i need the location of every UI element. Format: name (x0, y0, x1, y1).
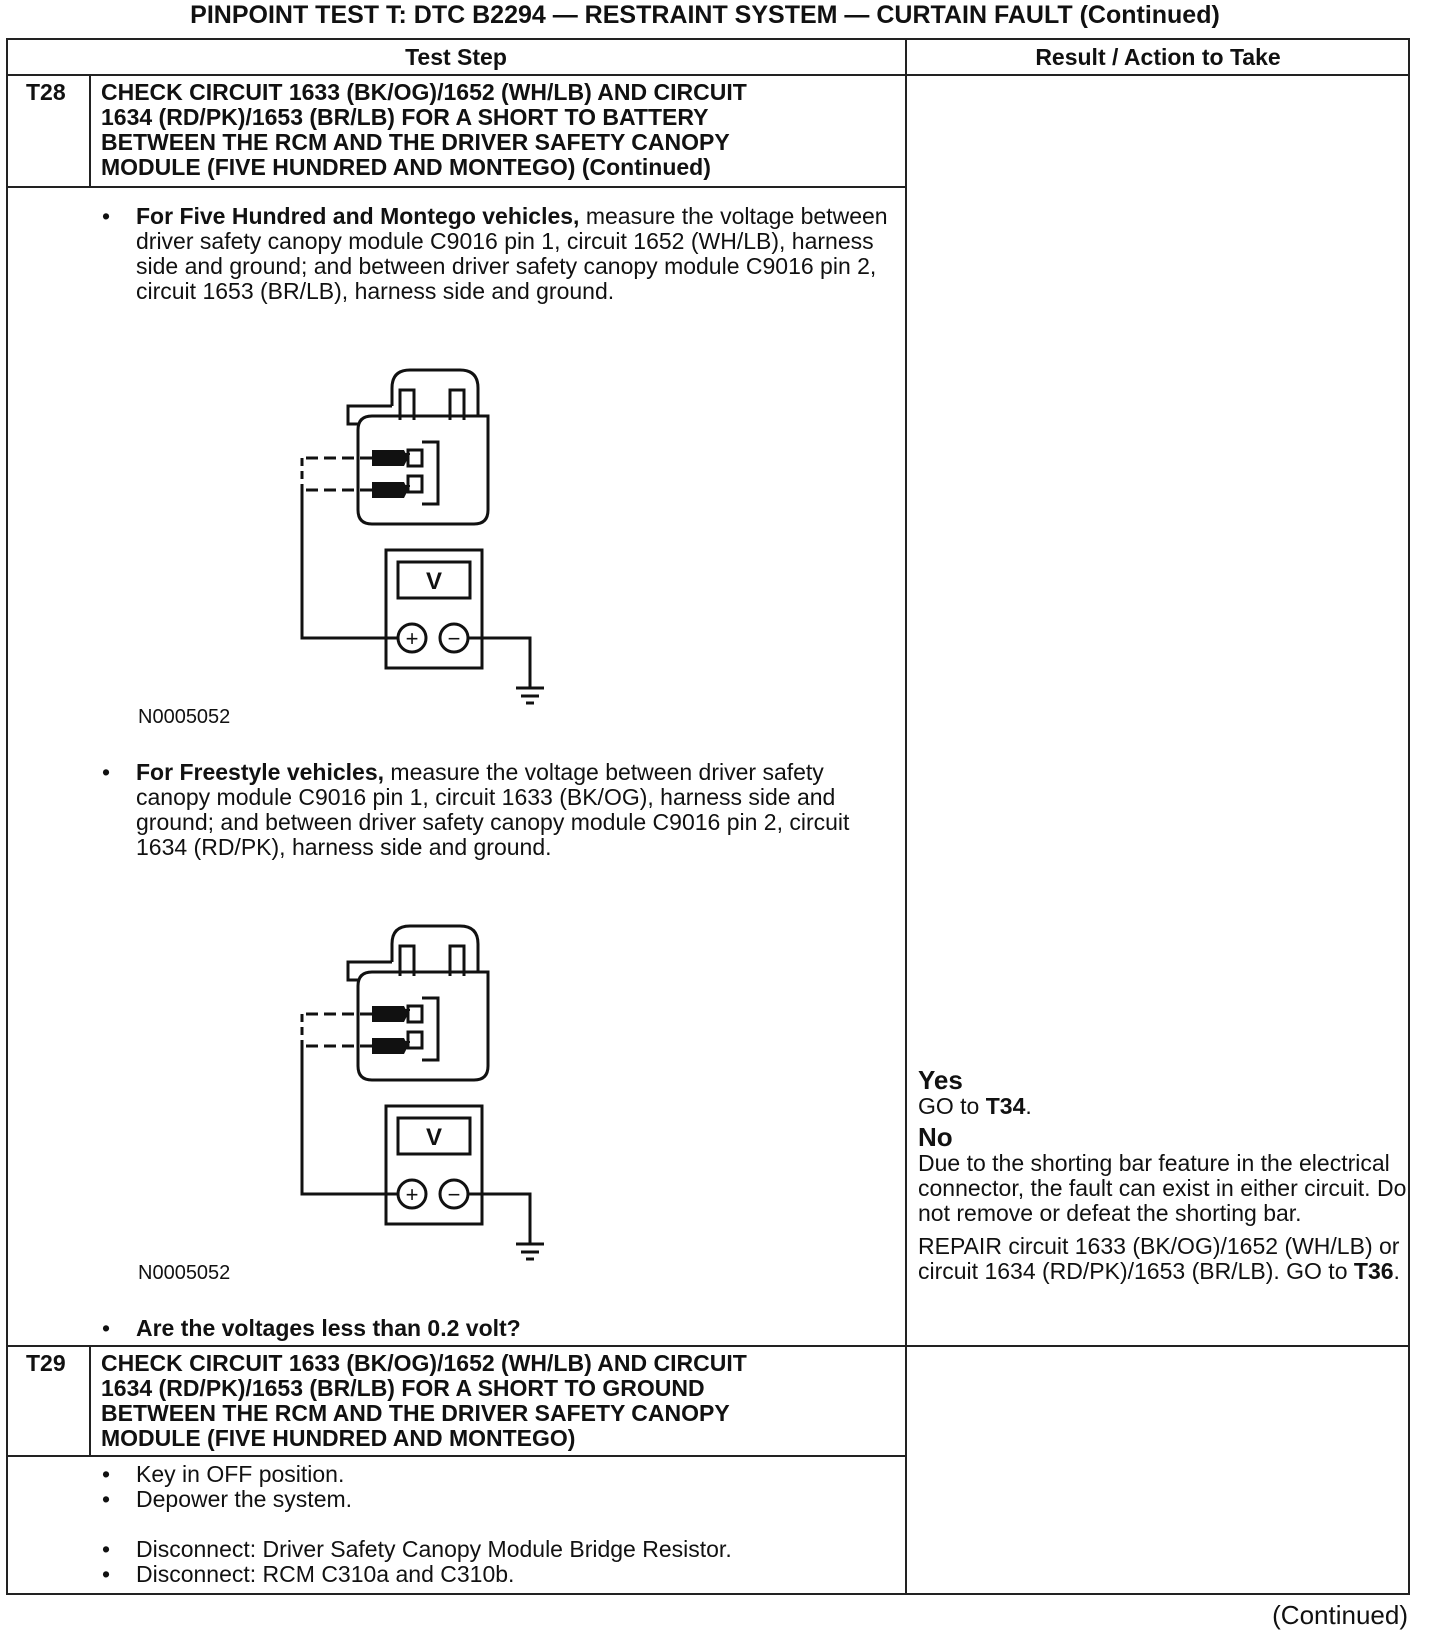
bullet-text (136, 204, 888, 304)
page-title: PINPOINT TEST T: DTC B2294 — RESTRAINT SYSTEM — CURTAIN FAULT (Continued) (190, 1, 1220, 29)
voltmeter-connector-diagram (300, 922, 560, 1262)
repair-action (918, 1234, 1408, 1284)
question-text: Are the voltages less than 0.2 volt? (136, 1315, 521, 1341)
bullet-text (136, 760, 888, 860)
step-id-t29: T29 (26, 1350, 66, 1376)
yes-action-text: GO to (918, 1093, 986, 1119)
voltmeter-connector-diagram (300, 366, 560, 706)
bullet-mark: • (102, 1561, 111, 1587)
t29-title-rule (6, 1455, 906, 1457)
bullet-mark: • (102, 1536, 111, 1562)
t28-id-divider (89, 74, 91, 188)
positive-terminal: + (405, 626, 419, 651)
step-text: Key in OFF position. (136, 1461, 345, 1487)
voltmeter-label: V (425, 568, 443, 595)
t28-result (918, 1066, 1408, 1284)
step-title-t29: CHECK CIRCUIT 1633 (BK/OG)/1652 (WH/LB) AND CIRCUIT 1634 (RD/PK)/1653 (BR/LB) FOR A SHORT TO GROUND BETWEEN THE RCM AND THE DRIVER SAFETY CANOPY MODULE (FIVE HUNDRED AND MONTEGO) (101, 1350, 747, 1451)
bullet-mark: • (102, 1315, 111, 1341)
bullet-mark: • (102, 203, 111, 229)
step-title-t28: CHECK CIRCUIT 1633 (BK/OG)/1652 (WH/LB) AND CIRCUIT 1634 (RD/PK)/1653 (BR/LB) FOR A SHORT TO BATTERY BETWEEN THE RCM AND THE DRIVER SAFETY CANOPY MODULE (FIVE HUNDRED AND MONTEGO) (Continued) (101, 79, 747, 180)
positive-terminal: + (405, 1182, 419, 1207)
t28-question (98, 1316, 888, 1341)
no-explanation: Due to the shorting bar feature in the electrical connector, the fault can exist in either circuit. Do not remove or defeat the shorting bar. (918, 1150, 1407, 1226)
t29-id-divider (89, 1345, 91, 1457)
bullet-body: measure the voltage between driver safety canopy module C9016 pin 1, circuit 1652 (WH/LB), harness side and ground; and between driver safety canopy module C9016 pin 2, circuit 1653 (BR/LB), harness side and ground. (136, 203, 888, 304)
bullet-lead: For Freestyle vehicles, (136, 759, 385, 785)
test-step-header: Test Step (405, 44, 507, 70)
result-header: Result / Action to Take (1035, 44, 1281, 70)
t28-end-rule (6, 1345, 1410, 1347)
list-item (98, 1487, 888, 1512)
t28-title-rule (6, 186, 906, 188)
step-text: Disconnect: Driver Safety Canopy Module Bridge Resistor. (136, 1536, 732, 1562)
figure-id-1: N0005052 (138, 706, 231, 728)
yes-label: Yes (918, 1065, 963, 1095)
no-label: No (918, 1122, 953, 1152)
step-text: Disconnect: RCM C310a and C310b. (136, 1561, 515, 1587)
yes-action (918, 1094, 1408, 1119)
bullet-mark: • (102, 759, 111, 785)
step-id-t28: T28 (26, 79, 66, 105)
t28-bullet-1 (98, 204, 888, 304)
bullet-mark: • (102, 1486, 111, 1512)
repair-target: T36 (1353, 1258, 1394, 1284)
list-item (98, 1316, 888, 1341)
column-divider (905, 38, 907, 1595)
yes-target: T34 (985, 1093, 1026, 1119)
bullet-lead: For Five Hundred and Montego vehicles, (136, 203, 580, 229)
continued-note: (Continued) (1272, 1600, 1408, 1630)
list-item (98, 1537, 888, 1562)
bullet-mark: • (102, 1461, 111, 1487)
list-item (98, 760, 888, 860)
list-item (98, 1462, 888, 1487)
repair-end: . (1393, 1258, 1400, 1284)
step-text: Depower the system. (136, 1486, 353, 1512)
bullet-body: measure the voltage between driver safety canopy module C9016 pin 1, circuit 1633 (BK/OG), harness side and ground; and between driver safety canopy module C9016 pin 2, circuit 1634 (RD/PK), harness side and ground. (136, 759, 850, 860)
negative-terminal: − (447, 1182, 461, 1207)
yes-action-end: . (1025, 1093, 1032, 1119)
t28-bullet-2 (98, 760, 888, 860)
negative-terminal: − (447, 626, 461, 651)
voltmeter-label: V (425, 1124, 443, 1151)
t29-steps (98, 1462, 888, 1587)
figure-id-2: N0005052 (138, 1262, 231, 1284)
list-item (98, 204, 888, 304)
repair-text: REPAIR circuit 1633 (BK/OG)/1652 (WH/LB) or circuit 1634 (RD/PK)/1653 (BR/LB). GO to (918, 1233, 1400, 1284)
list-item (98, 1562, 888, 1587)
